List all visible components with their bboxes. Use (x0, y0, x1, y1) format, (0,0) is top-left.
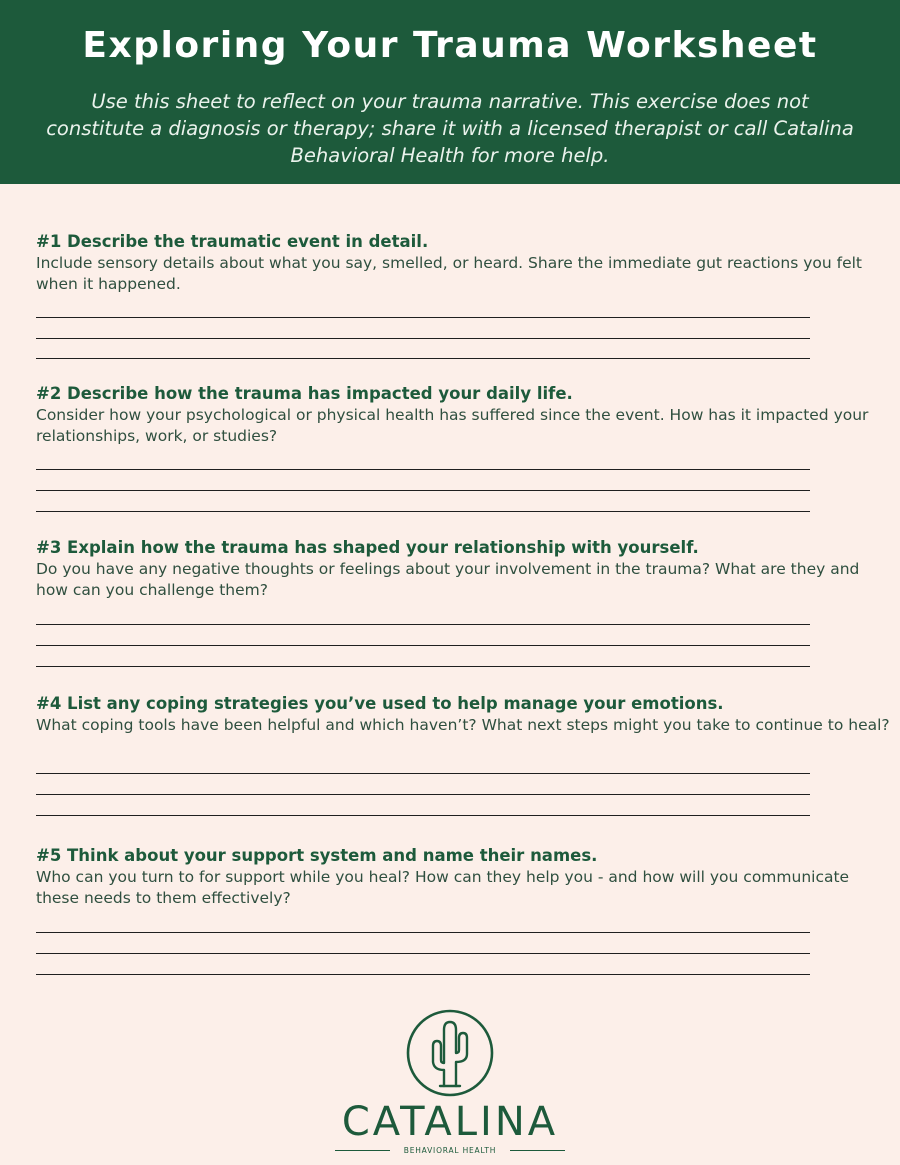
answer-line-4c[interactable] (36, 815, 810, 816)
answer-line-4b[interactable] (36, 794, 810, 795)
question-5 (36, 845, 891, 909)
question-4-title: #4 List any coping strategies you’ve used to help manage your emotions. (36, 694, 724, 713)
cactus-icon (404, 1008, 496, 1098)
brand-name: CATALINA (341, 1099, 559, 1145)
brand-tagline: BEHAVIORAL HEALTH (403, 1146, 497, 1155)
question-1-description: Include sensory details about what you say, smelled, or heard. Share the immediate gut reactions you felt when it happened. (36, 254, 863, 293)
page-title: Exploring Your Trauma Worksheet (82, 25, 818, 66)
answer-line-2b[interactable] (36, 490, 810, 491)
question-4-description: What coping tools have been helpful and which haven’t? What next steps might you take to continue to heal? (36, 716, 890, 734)
question-3 (36, 537, 891, 601)
answer-line-2a[interactable] (36, 469, 810, 470)
answer-line-1c[interactable] (36, 358, 810, 359)
question-4 (36, 693, 891, 736)
question-1-title: #1 Describe the traumatic event in detail. (36, 232, 429, 251)
question-5-title: #5 Think about your support system and name their names. (36, 846, 598, 865)
question-2-description: Consider how your psychological or physical health has suffered since the event. How has it impacted your relationships, work, or studies? (36, 406, 869, 445)
answer-line-1b[interactable] (36, 338, 810, 339)
worksheet-header (0, 0, 900, 184)
answer-line-3c[interactable] (36, 666, 810, 667)
answer-line-2c[interactable] (36, 511, 810, 512)
question-3-description: Do you have any negative thoughts or feelings about your involvement in the trauma? What are they and how can you challenge them? (36, 560, 860, 599)
answer-line-3a[interactable] (36, 624, 810, 625)
question-1 (36, 231, 891, 295)
brand-tagline-wrap (335, 1145, 565, 1157)
question-5-description: Who can you turn to for support while you heal? How can they help you - and how will you communicate these needs to them effectively? (36, 868, 850, 907)
answer-line-5b[interactable] (36, 953, 810, 954)
answer-line-4a[interactable] (36, 773, 810, 774)
question-2-title: #2 Describe how the trauma has impacted your daily life. (36, 384, 573, 403)
catalina-logo (0, 1008, 900, 1098)
answer-line-3b[interactable] (36, 645, 810, 646)
answer-line-5a[interactable] (36, 932, 810, 933)
answer-line-1a[interactable] (36, 317, 810, 318)
tagline-rule-right (510, 1150, 565, 1151)
answer-line-5c[interactable] (36, 974, 810, 975)
question-2 (36, 383, 891, 447)
question-3-title: #3 Explain how the trauma has shaped your relationship with yourself. (36, 538, 699, 557)
page-subtitle: Use this sheet to reflect on your trauma narrative. This exercise does not constitute a diagnosis or therapy; share it with a licensed therapist or call Catalina Behavioral Health for more help. (46, 90, 854, 167)
